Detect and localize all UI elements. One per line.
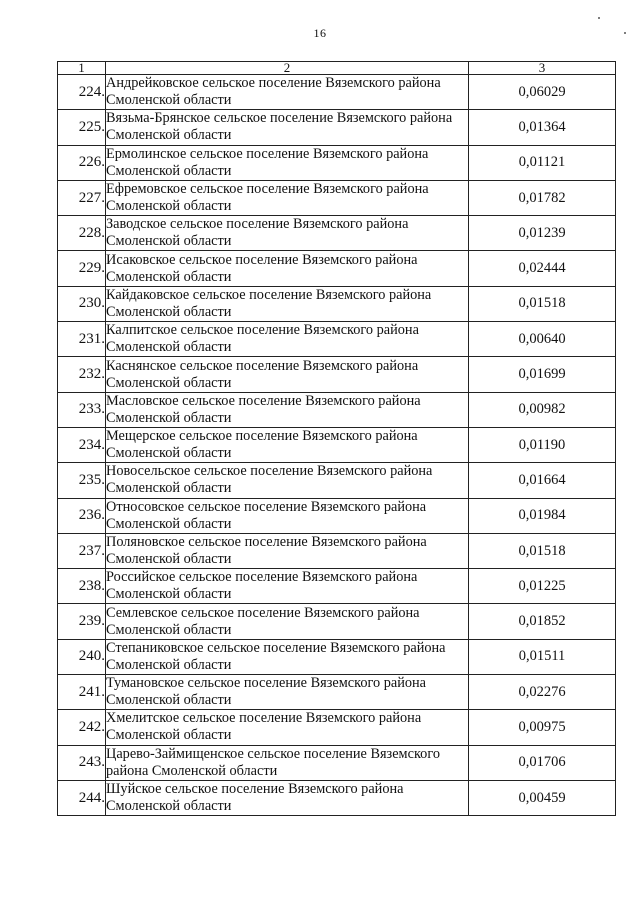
- row-number: 241.: [58, 675, 106, 710]
- settlement-name: Мещерское сельское поселение Вяземского района Смоленской области: [106, 427, 469, 462]
- table-row: [58, 357, 616, 392]
- share-value: 0,01364: [469, 110, 616, 145]
- table-row: [58, 533, 616, 568]
- row-number: 224.: [58, 75, 106, 110]
- row-number: 230.: [58, 286, 106, 321]
- share-value: 0,01511: [469, 639, 616, 674]
- row-number: 231.: [58, 322, 106, 357]
- table-row: [58, 604, 616, 639]
- row-number: 239.: [58, 604, 106, 639]
- table-row: [58, 322, 616, 357]
- settlement-name: Андрейковское сельское поселение Вяземского района Смоленской области: [106, 75, 469, 110]
- table-header-row: [58, 62, 616, 75]
- row-number: 235.: [58, 463, 106, 498]
- share-value: 0,02276: [469, 675, 616, 710]
- share-value: 0,01239: [469, 216, 616, 251]
- row-number: 234.: [58, 427, 106, 462]
- share-value: 0,01706: [469, 745, 616, 780]
- share-value: 0,00640: [469, 322, 616, 357]
- settlement-name: Ефремовское сельское поселение Вяземского района Смоленской области: [106, 180, 469, 215]
- row-number: 244.: [58, 780, 106, 815]
- settlement-name: Шуйское сельское поселение Вяземского района Смоленской области: [106, 780, 469, 815]
- table-row: [58, 498, 616, 533]
- share-value: 0,01121: [469, 145, 616, 180]
- settlement-name: Российское сельское поселение Вяземского района Смоленской области: [106, 569, 469, 604]
- settlement-name: Степаниковское сельское поселение Вяземского района Смоленской области: [106, 639, 469, 674]
- settlement-name: Хмелитское сельское поселение Вяземского района Смоленской области: [106, 710, 469, 745]
- row-number: 237.: [58, 533, 106, 568]
- table-row: [58, 216, 616, 251]
- row-number: 232.: [58, 357, 106, 392]
- table-row: [58, 780, 616, 815]
- settlement-name: Кайдаковское сельское поселение Вяземского района Смоленской области: [106, 286, 469, 321]
- table-row: [58, 145, 616, 180]
- row-number: 233.: [58, 392, 106, 427]
- table-row: [58, 427, 616, 462]
- table-row: [58, 251, 616, 286]
- settlement-name: Каснянское сельское поселение Вяземского района Смоленской области: [106, 357, 469, 392]
- share-value: 0,01190: [469, 427, 616, 462]
- share-value: 0,01518: [469, 533, 616, 568]
- settlement-name: Поляновское сельское поселение Вяземского района Смоленской области: [106, 533, 469, 568]
- settlement-name: Масловское сельское поселение Вяземского района Смоленской области: [106, 392, 469, 427]
- settlement-name: Царево-Займищенское сельское поселение Вяземского района Смоленской области: [106, 745, 469, 780]
- row-number: 243.: [58, 745, 106, 780]
- settlement-name: Относовское сельское поселение Вяземского района Смоленской области: [106, 498, 469, 533]
- table-row: [58, 639, 616, 674]
- table-row: [58, 675, 616, 710]
- row-number: 227.: [58, 180, 106, 215]
- row-number: 229.: [58, 251, 106, 286]
- table-row: [58, 75, 616, 110]
- table-row: [58, 463, 616, 498]
- table-row: [58, 392, 616, 427]
- row-number: 226.: [58, 145, 106, 180]
- share-value: 0,02444: [469, 251, 616, 286]
- share-value: 0,01518: [469, 286, 616, 321]
- row-number: 228.: [58, 216, 106, 251]
- settlement-name: Калпитское сельское поселение Вяземского района Смоленской области: [106, 322, 469, 357]
- table-row: [58, 286, 616, 321]
- settlement-name: Новосельское сельское поселение Вяземского района Смоленской области: [106, 463, 469, 498]
- settlement-name: Исаковское сельское поселение Вяземского района Смоленской области: [106, 251, 469, 286]
- settlement-name: Ермолинское сельское поселение Вяземского района Смоленской области: [106, 145, 469, 180]
- share-value: 0,01225: [469, 569, 616, 604]
- share-value: 0,00459: [469, 780, 616, 815]
- row-number: 225.: [58, 110, 106, 145]
- settlement-name: Тумановское сельское поселение Вяземского района Смоленской области: [106, 675, 469, 710]
- table-row: [58, 710, 616, 745]
- settlement-name: Вязьма-Брянское сельское поселение Вяземского района Смоленской области: [106, 110, 469, 145]
- share-value: 0,01852: [469, 604, 616, 639]
- table-row: [58, 745, 616, 780]
- share-value: 0,01699: [469, 357, 616, 392]
- row-number: 238.: [58, 569, 106, 604]
- scan-speck: [624, 32, 626, 34]
- table-row: [58, 180, 616, 215]
- row-number: 242.: [58, 710, 106, 745]
- allocation-table: [57, 61, 616, 816]
- settlement-name: Заводское сельское поселение Вяземского района Смоленской области: [106, 216, 469, 251]
- share-value: 0,01782: [469, 180, 616, 215]
- share-value: 0,01664: [469, 463, 616, 498]
- column-header-3: 3: [469, 62, 616, 75]
- row-number: 240.: [58, 639, 106, 674]
- row-number: 236.: [58, 498, 106, 533]
- page-number: 16: [313, 26, 327, 40]
- table-row: [58, 110, 616, 145]
- scan-speck: [598, 17, 600, 19]
- column-header-1: 1: [58, 62, 106, 75]
- settlement-name: Семлевское сельское поселение Вяземского района Смоленской области: [106, 604, 469, 639]
- share-value: 0,06029: [469, 75, 616, 110]
- share-value: 0,01984: [469, 498, 616, 533]
- share-value: 0,00982: [469, 392, 616, 427]
- share-value: 0,00975: [469, 710, 616, 745]
- table-row: [58, 569, 616, 604]
- column-header-2: 2: [106, 62, 469, 75]
